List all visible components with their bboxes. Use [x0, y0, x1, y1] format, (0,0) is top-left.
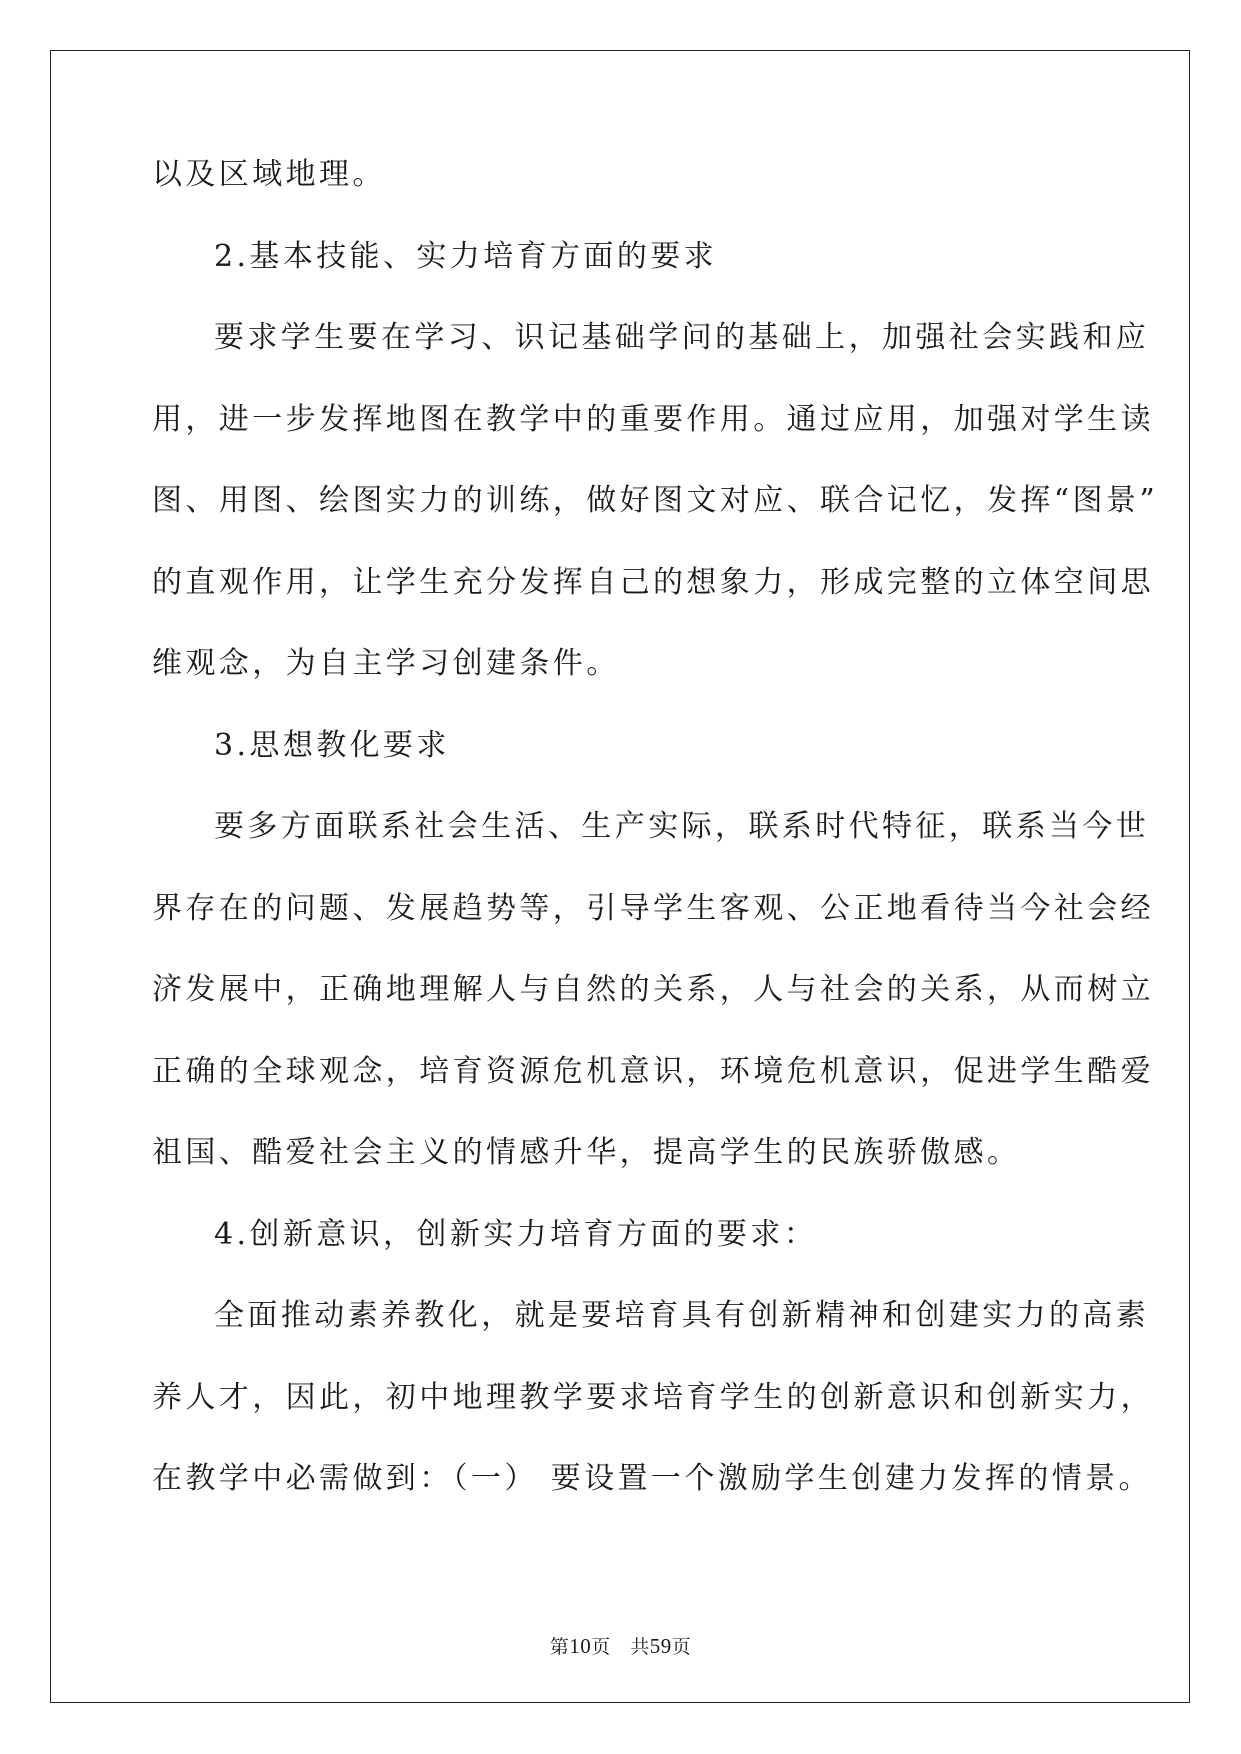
- section-heading-3: 3.思想教化要求: [214, 727, 450, 763]
- page-footer: [0, 1632, 1241, 1659]
- text-line-4: 用，进一步发挥地图在教学中的重要作用。通过应用，加强对学生读: [152, 401, 1154, 437]
- footer-page-suffix: 页: [671, 1636, 692, 1658]
- text-line-10: 界存在的问题、发展趋势等，引导学生客观、公正地看待当今社会经: [152, 890, 1154, 926]
- text-line-11: 济发展中，正确地理解人与自然的关系，人与社会的关系，从而树立: [152, 972, 1154, 1007]
- text-line-17: 在教学中必需做到：（一） 要设置一个激励学生创建力发挥的情景。: [152, 1461, 1152, 1496]
- text-line-5: 图、用图、绘图实力的训练，做好图文对应、联合记忆，发挥“图景”: [152, 483, 1159, 518]
- text-line-15: 全面推动素养教化，就是要培育具有创新精神和创建实力的高素: [214, 1298, 1150, 1333]
- text-line-1: 以及区域地理。: [152, 157, 386, 192]
- text-line-16: 养人才，因此，初中地理教学要求培育学生的创新意识和创新实力，: [152, 1379, 1154, 1415]
- footer-page-prefix: 第: [549, 1636, 570, 1658]
- text-line-7: 维观念，为自主学习创建条件。: [152, 646, 620, 681]
- section-heading-4: 4.创新意识，创新实力培育方面的要求：: [214, 1216, 818, 1252]
- footer-page-mid: 页 共: [591, 1636, 650, 1658]
- footer-total-pages: 59: [649, 1634, 672, 1658]
- text-line-9: 要多方面联系社会生活、生产实际，联系时代特征，联系当今世: [214, 809, 1150, 844]
- text-line-13: 祖国、酷爱社会主义的情感升华，提高学生的民族骄傲感。: [152, 1135, 1021, 1170]
- document-body: [152, 157, 1159, 1546]
- footer-page-number: 10: [569, 1634, 592, 1658]
- text-line-12: 正确的全球观念，培育资源危机意识，环境危机意识，促进学生酷爱: [152, 1053, 1154, 1089]
- text-line-3: 要求学生要在学习、识记基础学问的基础上，加强社会实践和应: [214, 320, 1150, 355]
- section-heading-2: 2.基本技能、实力培育方面的要求: [214, 238, 718, 274]
- text-line-6: 的直观作用，让学生充分发挥自己的想象力，形成完整的立体空间思: [152, 564, 1154, 600]
